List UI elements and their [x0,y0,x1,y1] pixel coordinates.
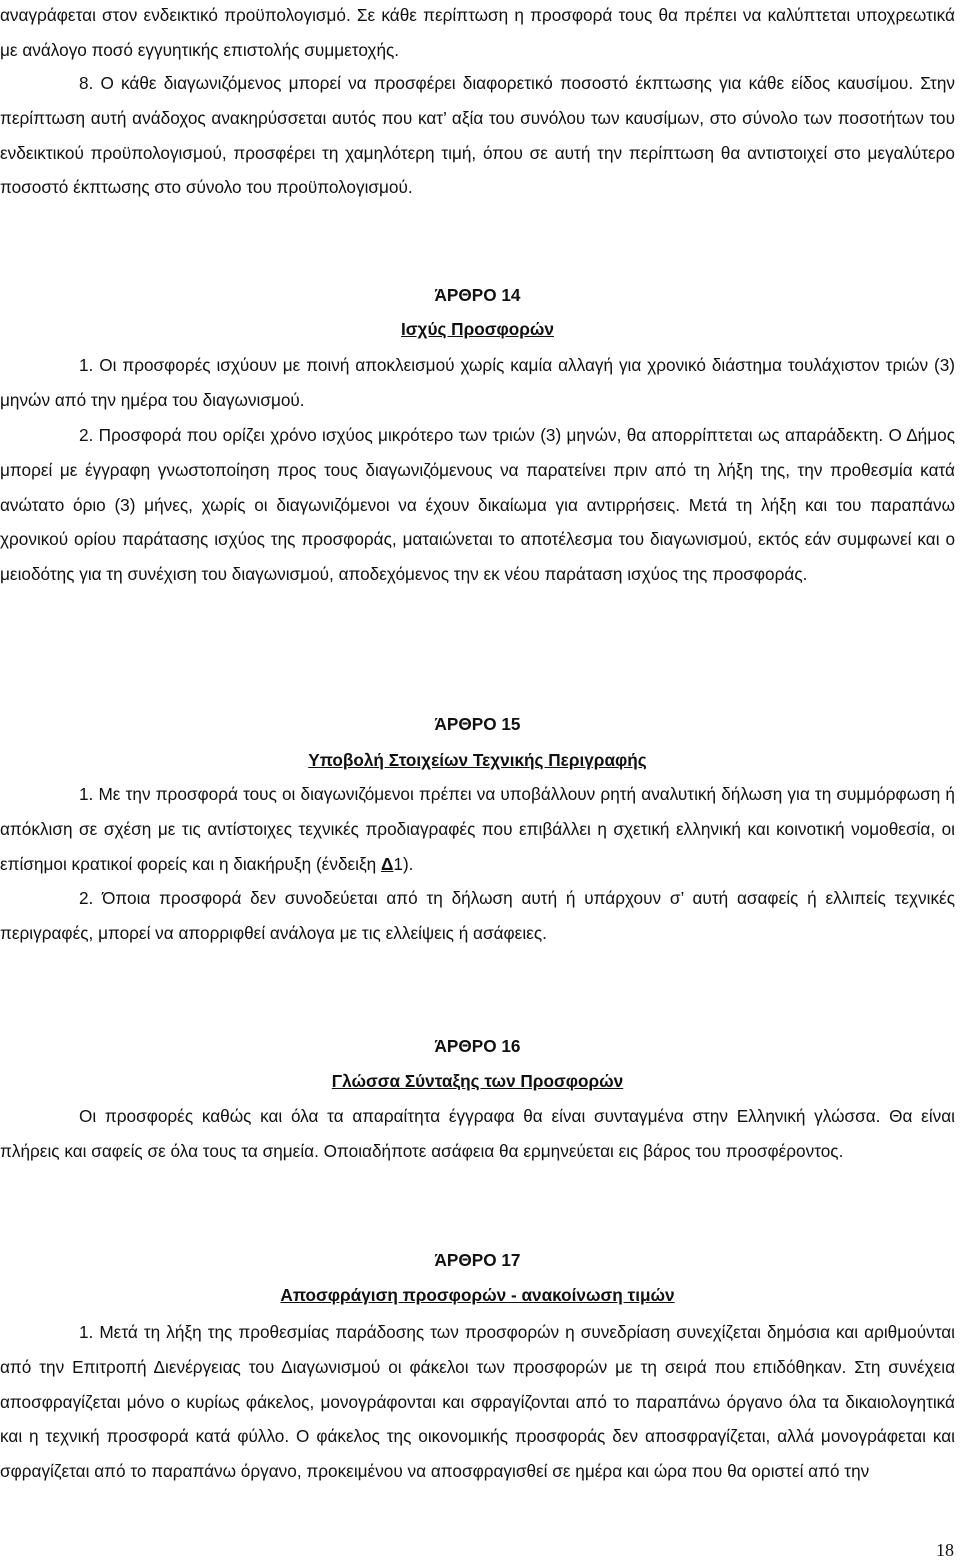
article-15-heading: ΆΡΘΡΟ 15 [434,714,521,734]
article-17-heading: ΆΡΘΡΟ 17 [434,1250,521,1270]
intro-paragraph-2: 8. Ο κάθε διαγωνιζόμενος μπορεί να προσφέρει διαφορετικό ποσοστό έκπτωσης για κάθε είδος καυσίμου. Στην περίπτωση αυτή ανάδοχος ανακηρύσσεται αυτός που κατ’ αξία του συνόλου των καυσίμων, στο σύνολο των ποσοτήτων του ενδεικτικού προϋπολογισμού, προσφέρει τη χαμηλότερη τιμή, όπου σε αυτή την περίπτωση θα αντιστοιχεί στο μεγαλύτερο ποσοστό έκπτωσης στο σύνολο του προϋπολογισμού. [0,73,955,198]
annex-reference: Δ [381,853,394,874]
article-16-title: Γλώσσα Σύνταξης των Προσφορών [331,1071,624,1091]
article-15-paragraph-2: 2. Όποια προσφορά δεν συνοδεύεται από τη δήλωση αυτή ή υπάρχουν σ’ αυτή ασαφείς ή ελλιπείς τεχνικές περιγραφές, μπορεί να απορριφθεί ανάλογα με τις ελλείψεις ή ασάφειες. [0,888,955,943]
article-17-paragraph-1: 1. Μετά τη λήξη της προθεσμίας παράδοσης των προσφορών η συνεδρίαση συνεχίζεται δημόσια και αριθμούνται από την Επιτροπή Διενέργειας του Διαγωνισμού οι φάκελοι των προσφορών με τη σειρά που επιδόθηκαν. Στη συνέχεια αποσφραγίζεται μόνο ο κυρίως φάκελος, μονογράφονται και σφραγίζονται από το παραπάνω όργανο όλα τα δικαιολογητικά και η τεχνική προσφορά κατά φύλλο. Ο φάκελος της οικονομικής προσφοράς δεν αποσφραγίζεται, αλλά μονογράφεται και σφραγίζεται από το παραπάνω όργανο, προκειμένου να αποσφραγισθεί σε ημέρα και ώρα που θα οριστεί από την [0,1322,955,1482]
article-16-heading: ΆΡΘΡΟ 16 [434,1036,521,1056]
article-14-title: Ισχύς Προσφορών [401,319,554,339]
page-number: 18 [936,1540,954,1560]
article-16-paragraph-1: Οι προσφορές καθώς και όλα τα απαραίτητα έγγραφα θα είναι συνταγμένα στην Ελληνική γλώσσα. Θα είναι πλήρεις και σαφείς σε όλα τους τα σημεία. Οποιαδήποτε ασάφεια θα ερμηνεύεται εις βάρος του προσφέροντος. [0,1106,955,1161]
article-17-title: Αποσφράγιση προσφορών - ανακοίνωση τιμών [280,1285,675,1305]
article-14-heading: ΆΡΘΡΟ 14 [434,285,521,305]
article-15-title: Υποβολή Στοιχείων Τεχνικής Περιγραφής [308,750,647,770]
article-14-paragraph-2: 2. Προσφορά που ορίζει χρόνο ισχύος μικρότερο των τριών (3) μηνών, θα απορρίπτεται ως απαράδεκτη. Ο Δήμος μπορεί με έγγραφη γνωστοποίηση προς τους διαγωνιζόμενους να παρατείνει πριν από τη λήξη της, την προθεσμία κατά ανώτατο όριο (3) μήνες, χωρίς οι διαγωνιζόμενοι να έχουν δικαίωμα για αντιρρήσεις. Μετά τη λήξη και του παραπάνω χρονικού ορίου παράτασης ισχύος της προσφοράς, ματαιώνεται το αποτέλεσμα του διαγωνισμού, εκτός εάν συμφωνεί και ο μειοδότης για τη συνέχιση του διαγωνισμού, αποδεχόμενος την εκ νέου παράταση ισχύος της προσφοράς. [0,425,955,585]
article-14-paragraph-1: 1. Οι προσφορές ισχύουν με ποινή αποκλεισμού χωρίς καμία αλλαγή για χρονικό διάστημα τουλάχιστον τριών (3) μηνών από την ημέρα του διαγωνισμού. [0,355,955,410]
intro-paragraph-1: αναγράφεται στον ενδεικτικό προϋπολογισμό. Σε κάθε περίπτωση η προσφορά τους θα πρέπει να καλύπτεται υποχρεωτικά με ανάλογο ποσό εγγυητικής επιστολής συμμετοχής. [0,5,955,60]
article-15-paragraph-1: 1. Με την προσφορά τους οι διαγωνιζόμενοι πρέπει να υποβάλλουν ρητή αναλυτική δήλωση για τη συμμόρφωση ή απόκλιση σε σχέση με τις αντίστοιχες τεχνικές προδιαγραφές που επιβάλλει η σχετική ελληνική και κοινοτική νομοθεσία, οι επίσημοι κρατικοί φορείς και η διακήρυξη (ένδειξη Δ1). [0,784,955,874]
